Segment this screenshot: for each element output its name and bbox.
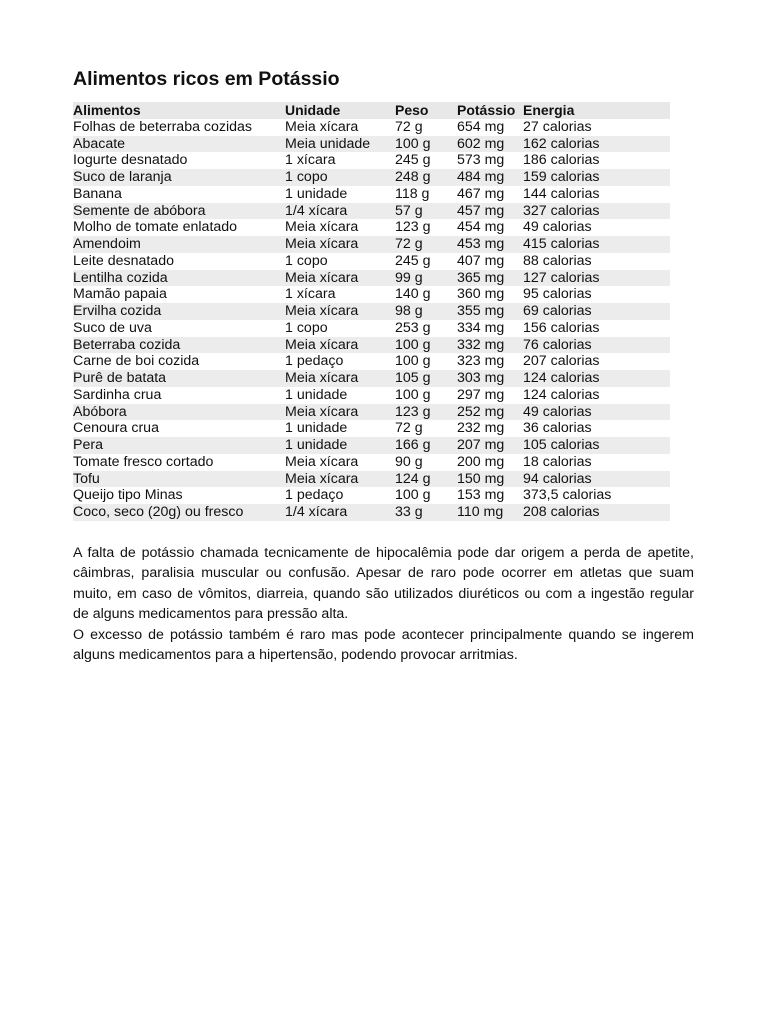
cell-unit: Meia xícara [285,303,395,320]
cell-potassium: 484 mg [457,169,523,186]
cell-potassium: 360 mg [457,286,523,303]
cell-food-name: Beterraba cozida [73,337,285,354]
table-row [73,203,670,220]
table-row [73,236,670,253]
cell-unit: 1 unidade [285,437,395,454]
cell-energy: 144 calorias [523,186,670,203]
cell-unit: 1 copo [285,253,395,270]
table-row [73,504,670,521]
cell-food-name: Suco de laranja [73,169,285,186]
table-row [73,253,670,270]
cell-food-name: Pera [73,437,285,454]
cell-food-name: Sardinha crua [73,387,285,404]
table-body [73,119,670,521]
cell-weight: 100 g [395,136,457,153]
cell-food-name: Molho de tomate enlatado [73,219,285,236]
cell-food-name: Purê de batata [73,370,285,387]
cell-potassium: 297 mg [457,387,523,404]
cell-energy: 27 calorias [523,119,670,136]
cell-potassium: 110 mg [457,504,523,521]
cell-weight: 123 g [395,404,457,421]
cell-unit: Meia xícara [285,337,395,354]
table-row [73,454,670,471]
cell-unit: 1 xícara [285,152,395,169]
cell-unit: Meia xícara [285,454,395,471]
cell-unit: 1 pedaço [285,487,395,504]
cell-energy: 327 calorias [523,203,670,220]
cell-unit: Meia xícara [285,119,395,136]
cell-energy: 76 calorias [523,337,670,354]
cell-potassium: 654 mg [457,119,523,136]
cell-unit: Meia xícara [285,404,395,421]
cell-food-name: Queijo tipo Minas [73,487,285,504]
table-row [73,337,670,354]
table-row [73,303,670,320]
cell-potassium: 207 mg [457,437,523,454]
cell-weight: 57 g [395,203,457,220]
cell-energy: 156 calorias [523,320,670,337]
cell-energy: 94 calorias [523,471,670,488]
cell-energy: 162 calorias [523,136,670,153]
cell-weight: 105 g [395,370,457,387]
cell-weight: 100 g [395,337,457,354]
table-row [73,404,670,421]
cell-food-name: Folhas de beterraba cozidas [73,119,285,136]
cell-potassium: 153 mg [457,487,523,504]
cell-weight: 100 g [395,353,457,370]
cell-unit: 1/4 xícara [285,504,395,521]
cell-unit: 1 copo [285,320,395,337]
table-row [73,370,670,387]
cell-food-name: Suco de uva [73,320,285,337]
cell-energy: 49 calorias [523,404,670,421]
document-title: Alimentos ricos em Potássio [73,68,340,90]
cell-energy: 105 calorias [523,437,670,454]
cell-food-name: Mamão papaia [73,286,285,303]
table-row [73,270,670,287]
table-row [73,353,670,370]
cell-weight: 72 g [395,420,457,437]
paragraph-deficiency: A falta de potássio chamada tecnicamente de hipocalêmia pode dar origem a perda de apetite, câimbras, paralisia muscular ou confusão. Apesar de raro pode ocorrer em atletas que suam muito, em caso de vômitos, diarreia, quando são utilizados diuréticos ou com a ingestão regular de alguns medicamentos para pressão alta. [73,545,694,623]
cell-energy: 18 calorias [523,454,670,471]
cell-potassium: 323 mg [457,353,523,370]
cell-unit: 1 copo [285,169,395,186]
cell-food-name: Cenoura crua [73,420,285,437]
cell-food-name: Abacate [73,136,285,153]
cell-unit: Meia unidade [285,136,395,153]
cell-weight: 72 g [395,236,457,253]
cell-energy: 373,5 calorias [523,487,670,504]
cell-potassium: 355 mg [457,303,523,320]
paragraph-excess: O excesso de potássio também é raro mas pode acontecer principalmente quando se ingerem alguns medicamentos para a hipertensão, podendo provocar arritmias. [73,626,694,664]
cell-weight: 253 g [395,320,457,337]
cell-weight: 90 g [395,454,457,471]
cell-unit: 1/4 xícara [285,203,395,220]
cell-energy: 127 calorias [523,270,670,287]
cell-weight: 124 g [395,471,457,488]
cell-potassium: 467 mg [457,186,523,203]
cell-potassium: 407 mg [457,253,523,270]
cell-food-name: Iogurte desnatado [73,152,285,169]
cell-energy: 415 calorias [523,236,670,253]
cell-energy: 88 calorias [523,253,670,270]
potassium-foods-table [73,102,670,521]
cell-unit: Meia xícara [285,370,395,387]
table-row [73,286,670,303]
column-header-peso: Peso [395,102,457,119]
cell-unit: Meia xícara [285,219,395,236]
cell-weight: 33 g [395,504,457,521]
cell-potassium: 252 mg [457,404,523,421]
cell-energy: 124 calorias [523,387,670,404]
table-row [73,437,670,454]
cell-weight: 99 g [395,270,457,287]
cell-potassium: 150 mg [457,471,523,488]
table-row [73,471,670,488]
cell-potassium: 573 mg [457,152,523,169]
cell-potassium: 232 mg [457,420,523,437]
body-text [73,543,694,665]
cell-potassium: 602 mg [457,136,523,153]
cell-weight: 100 g [395,387,457,404]
cell-potassium: 200 mg [457,454,523,471]
cell-energy: 208 calorias [523,504,670,521]
cell-energy: 49 calorias [523,219,670,236]
table-row [73,387,670,404]
cell-weight: 100 g [395,487,457,504]
cell-energy: 159 calorias [523,169,670,186]
cell-food-name: Lentilha cozida [73,270,285,287]
cell-potassium: 453 mg [457,236,523,253]
cell-unit: Meia xícara [285,270,395,287]
cell-weight: 245 g [395,152,457,169]
cell-weight: 98 g [395,303,457,320]
cell-potassium: 365 mg [457,270,523,287]
cell-food-name: Banana [73,186,285,203]
cell-food-name: Ervilha cozida [73,303,285,320]
cell-weight: 245 g [395,253,457,270]
table-row [73,487,670,504]
cell-energy: 124 calorias [523,370,670,387]
cell-unit: Meia xícara [285,471,395,488]
cell-food-name: Coco, seco (20g) ou fresco [73,504,285,521]
cell-food-name: Carne de boi cozida [73,353,285,370]
cell-unit: 1 unidade [285,420,395,437]
table-row [73,169,670,186]
cell-unit: 1 unidade [285,186,395,203]
cell-food-name: Tofu [73,471,285,488]
column-header-potassio: Potássio [457,102,523,119]
cell-energy: 69 calorias [523,303,670,320]
cell-unit: 1 pedaço [285,353,395,370]
column-header-alimentos: Alimentos [73,102,285,119]
cell-weight: 166 g [395,437,457,454]
cell-potassium: 332 mg [457,337,523,354]
cell-food-name: Amendoim [73,236,285,253]
cell-weight: 72 g [395,119,457,136]
table-row [73,320,670,337]
cell-weight: 140 g [395,286,457,303]
cell-unit: 1 unidade [285,387,395,404]
column-header-unidade: Unidade [285,102,395,119]
cell-potassium: 334 mg [457,320,523,337]
table-row [73,119,670,136]
cell-energy: 186 calorias [523,152,670,169]
cell-energy: 95 calorias [523,286,670,303]
cell-potassium: 457 mg [457,203,523,220]
cell-food-name: Semente de abóbora [73,203,285,220]
cell-food-name: Leite desnatado [73,253,285,270]
table-row [73,152,670,169]
table-header-row [73,102,670,119]
cell-potassium: 454 mg [457,219,523,236]
table-row [73,186,670,203]
cell-unit: Meia xícara [285,236,395,253]
cell-weight: 118 g [395,186,457,203]
table-row [73,420,670,437]
cell-weight: 248 g [395,169,457,186]
table-row [73,136,670,153]
cell-energy: 36 calorias [523,420,670,437]
table-row [73,219,670,236]
cell-weight: 123 g [395,219,457,236]
cell-food-name: Tomate fresco cortado [73,454,285,471]
cell-unit: 1 xícara [285,286,395,303]
cell-energy: 207 calorias [523,353,670,370]
column-header-energia: Energia [523,102,670,119]
cell-food-name: Abóbora [73,404,285,421]
cell-potassium: 303 mg [457,370,523,387]
